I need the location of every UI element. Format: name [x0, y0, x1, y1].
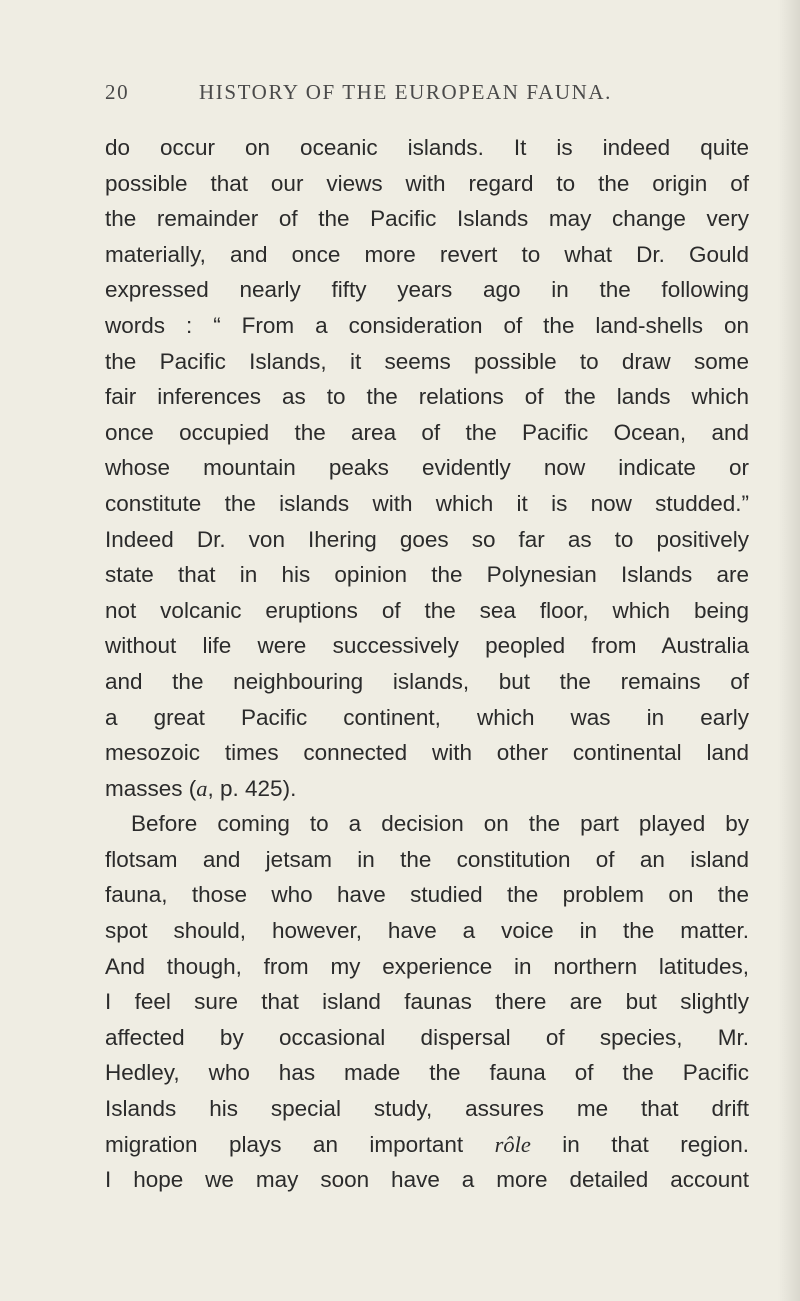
text-line: Hedley, who has made the fauna of the Pacific	[105, 1060, 749, 1086]
text-line: flotsam and jetsam in the constitution of an island	[105, 846, 749, 872]
text-line: Indeed Dr. von Ihering goes so far as to positively	[105, 526, 749, 552]
text-line: a great Pacific continent, which was in early	[105, 704, 749, 730]
text-line: Islands his special study, assures me that drift	[105, 1096, 749, 1122]
text-line: words : “ From a consideration of the land-shells on	[105, 312, 749, 338]
text-line-citation	[105, 771, 749, 807]
text-line: and the neighbouring islands, but the remains of	[105, 668, 749, 694]
citation-italic: a	[196, 775, 208, 801]
body-text	[105, 130, 749, 1198]
role-suffix: in that region.	[530, 1131, 749, 1157]
text-line: expressed nearly fifty years ago in the following	[105, 277, 749, 303]
text-line: I feel sure that island faunas there are but slightly	[105, 989, 749, 1015]
text-line: spot should, however, have a voice in the matter.	[105, 918, 749, 944]
citation-suffix: , p. 425).	[207, 775, 297, 801]
text-line: affected by occasional dispersal of species, Mr.	[105, 1024, 749, 1050]
text-line: And though, from my experience in northern latitudes,	[105, 953, 749, 979]
text-line: fair inferences as to the relations of the lands which	[105, 384, 749, 410]
text-line: materially, and once more revert to what Dr. Gould	[105, 241, 749, 267]
text-line: not volcanic eruptions of the sea floor, which being	[105, 597, 749, 623]
text-line: the remainder of the Pacific Islands may change very	[105, 206, 749, 232]
text-line: the Pacific Islands, it seems possible to draw some	[105, 348, 749, 374]
text-line: whose mountain peaks evidently now indicate or	[105, 455, 749, 481]
text-line: once occupied the area of the Pacific Ocean, and	[105, 419, 749, 445]
page-number: 20	[105, 80, 130, 104]
page-edge-shadow	[778, 0, 800, 1301]
running-head	[105, 80, 725, 114]
text-line: state that in his opinion the Polynesian Islands are	[105, 562, 749, 588]
text-line: mesozoic times connected with other continental land	[105, 740, 749, 766]
text-line: constitute the islands with which it is now studded.”	[105, 490, 749, 516]
text-line: without life were successively peopled from Australia	[105, 633, 749, 659]
paragraph-start-line: Before coming to a decision on the part played by	[131, 811, 749, 837]
text-line: possible that our views with regard to the origin of	[105, 170, 749, 196]
running-title: HISTORY OF THE EUROPEAN FAUNA.	[199, 80, 613, 104]
role-italic: rôle	[494, 1131, 531, 1157]
text-line: I hope we may soon have a more detailed account	[105, 1167, 749, 1193]
text-line: fauna, those who have studied the problem on the	[105, 882, 749, 908]
citation-prefix: masses (	[105, 775, 197, 801]
text-line: do occur on oceanic islands. It is indeed quite	[105, 135, 749, 160]
role-prefix: migration plays an important	[105, 1131, 495, 1157]
text-line-role	[105, 1127, 749, 1163]
